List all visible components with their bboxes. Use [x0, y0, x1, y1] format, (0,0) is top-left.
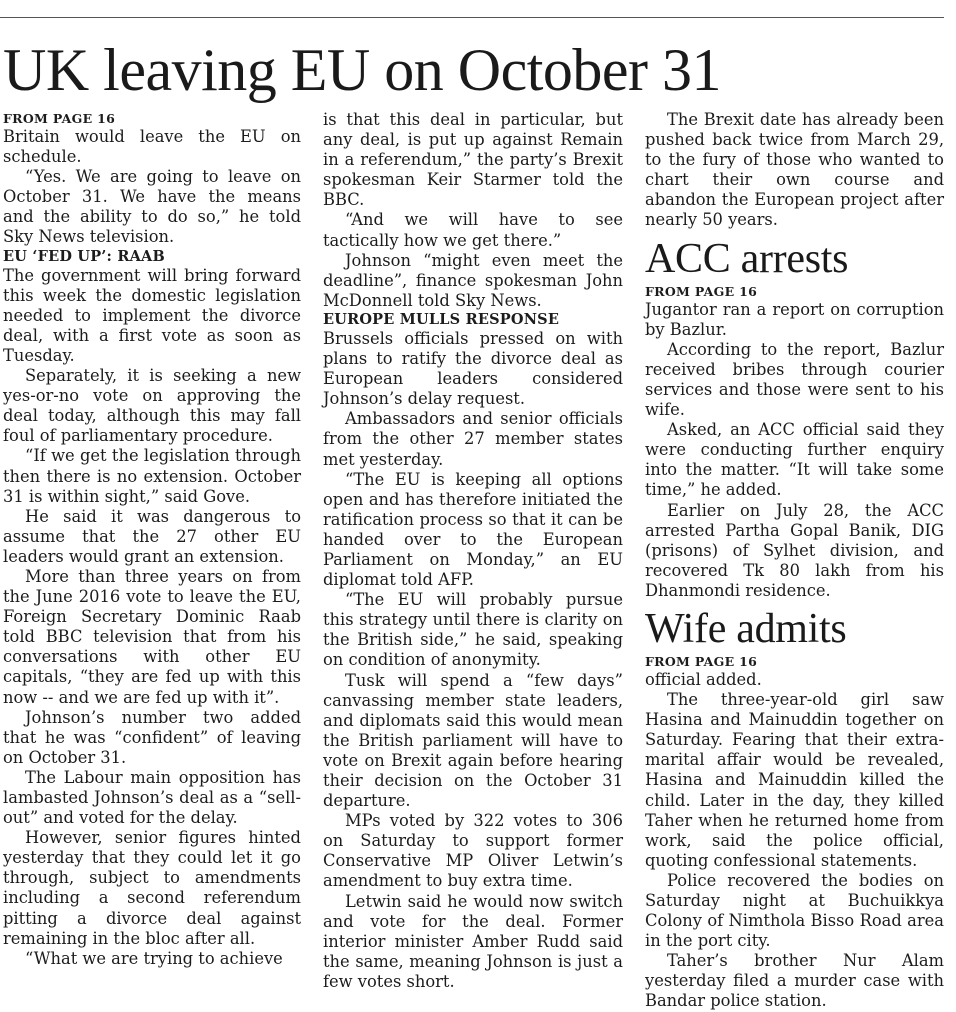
paragraph: “And we will have to see tactically how we get there.”: [323, 210, 623, 250]
subheading: EU ‘FED UP’: RAAB: [3, 247, 165, 265]
paragraph: “Yes. We are going to leave on October 31. We have the means and the ability to do so,” he told Sky News television.: [3, 167, 301, 247]
paragraph: He said it was dangerous to assume that the 27 other EU leaders would grant an extension.: [3, 506, 301, 566]
right-column: [645, 110, 944, 1012]
paragraph: Britain would leave the EU on schedule.: [3, 127, 301, 167]
paragraph: According to the report, Bazlur received bribes through courier services and those were sent to his wife.: [645, 339, 944, 420]
paragraph: “What we are trying to achieve: [25, 948, 283, 968]
paragraph: Letwin said he would now switch and vote for the deal. Former interior minister Amber Rudd said the same, meaning Johnson is just a few votes short.: [323, 891, 623, 991]
paragraph: Asked, an ACC official said they were conducting further enquiry into the matter. “It will take some time,” he added.: [645, 420, 944, 500]
paragraph: “The EU will probably pursue this strategy until there is clarity on the British side,” he said, speaking on condition of anonymity.: [323, 590, 623, 670]
paragraph: Jugantor ran a report on corruption by Bazlur.: [645, 299, 944, 339]
wife-from-page-label: FROM PAGE 16: [645, 653, 758, 669]
paragraph: Earlier on July 28, the ACC arrested Partha Gopal Banik, DIG (prisons) of Sylhet division, and recovered Tk 80 lakh from his Dhanmondi residence.: [645, 500, 944, 600]
paragraph: The three-year-old girl saw Hasina and Mainuddin together on Saturday. Fearing that their extra-marital affair would be revealed, Hasina and Mainuddin killed the child. Later in the day, they killed Taher when he returned home from work, said the police official, quoting confessional statements.: [645, 690, 944, 870]
page-headline: UK leaving EU on October 31: [3, 37, 721, 103]
wife-story-body: [645, 670, 944, 1012]
paragraph: Ambassadors and senior officials from the other 27 member states met yesterday.: [323, 409, 623, 469]
paragraph: The government will bring forward this week the domestic legislation needed to implement the divorce deal, with a first vote as soon as Tuesday.: [3, 265, 301, 365]
paragraph: is that this deal in particular, but any deal, is put up against Remain in a referendum,” the party’s Brexit spokesman Keir Starmer told the BBC.: [323, 110, 623, 210]
main-story-column-2: [323, 110, 623, 992]
paragraph: Police recovered the bodies on Saturday night at Buchuikkya Colony of Nimthola Bisso Road area in the port city.: [645, 870, 944, 951]
main-story-col1-body: [3, 127, 301, 969]
acc-arrests-headline: ACC arrests: [645, 235, 849, 282]
paragraph: Brussels officials pressed on with plans to ratify the divorce deal as European leaders considered Johnson’s delay request.: [323, 328, 623, 409]
subheading: EUROPE MULLS RESPONSE: [323, 310, 560, 328]
paragraph: Tusk will spend a “few days” canvassing member state leaders, and diplomats said this would mean the British parliament will have to vote on Brexit again before hearing their decision on the October 31 departure.: [323, 670, 623, 811]
paragraph: Johnson “might even meet the deadline”, finance spokesman John McDonnell told Sky News.: [323, 250, 623, 310]
main-story-column-1: [3, 110, 301, 969]
acc-from-page-label: FROM PAGE 16: [645, 283, 758, 299]
paragraph: official added.: [645, 669, 762, 689]
top-rule: [0, 17, 944, 18]
main-story-col2-body: [323, 110, 623, 992]
paragraph: More than three years on from the June 2016 vote to leave the EU, Foreign Secretary Dominic Raab told BBC television that from his conversations with other EU capitals, “they are fed up with this now -- and we are fed up with it”.: [3, 566, 301, 707]
paragraph: The Labour main opposition has lambasted Johnson’s deal as a “sell-out” and voted for the delay.: [3, 767, 301, 828]
paragraph: “The EU is keeping all options open and has therefore initiated the ratification process so that it can be handed over to the European Parliament on Monday,” an EU diplomat told AFP.: [323, 469, 623, 590]
wife-admits-headline: Wife admits: [645, 605, 847, 652]
acc-story-body: [645, 300, 944, 601]
from-page-label: FROM PAGE 16: [3, 111, 116, 126]
paragraph: Separately, it is seeking a new yes-or-no vote on approving the deal today, although this may fall foul of parliamentary procedure.: [3, 366, 301, 446]
paragraph: MPs voted by 322 votes to 306 on Saturday to support former Conservative MP Oliver Letwin’s amendment to buy extra time.: [323, 811, 623, 891]
paragraph: Taher’s brother Nur Alam yesterday filed a murder case with Bandar police station.: [645, 951, 944, 1011]
paragraph: Johnson’s number two added that he was “confident” of leaving on October 31.: [3, 707, 301, 767]
paragraph: However, senior figures hinted yesterday that they could let it go through, subject to amendments including a second referendum pitting a divorce deal against remaining in the bloc after all.: [3, 828, 301, 948]
main-story-col3-body: [645, 110, 944, 231]
paragraph: “If we get the legislation through then there is no extension. October 31 is within sight,” said Gove.: [3, 446, 301, 506]
paragraph: The Brexit date has already been pushed back twice from March 29, to the fury of those who wanted to chart their own course and abandon the European project after nearly 50 years.: [645, 110, 944, 230]
